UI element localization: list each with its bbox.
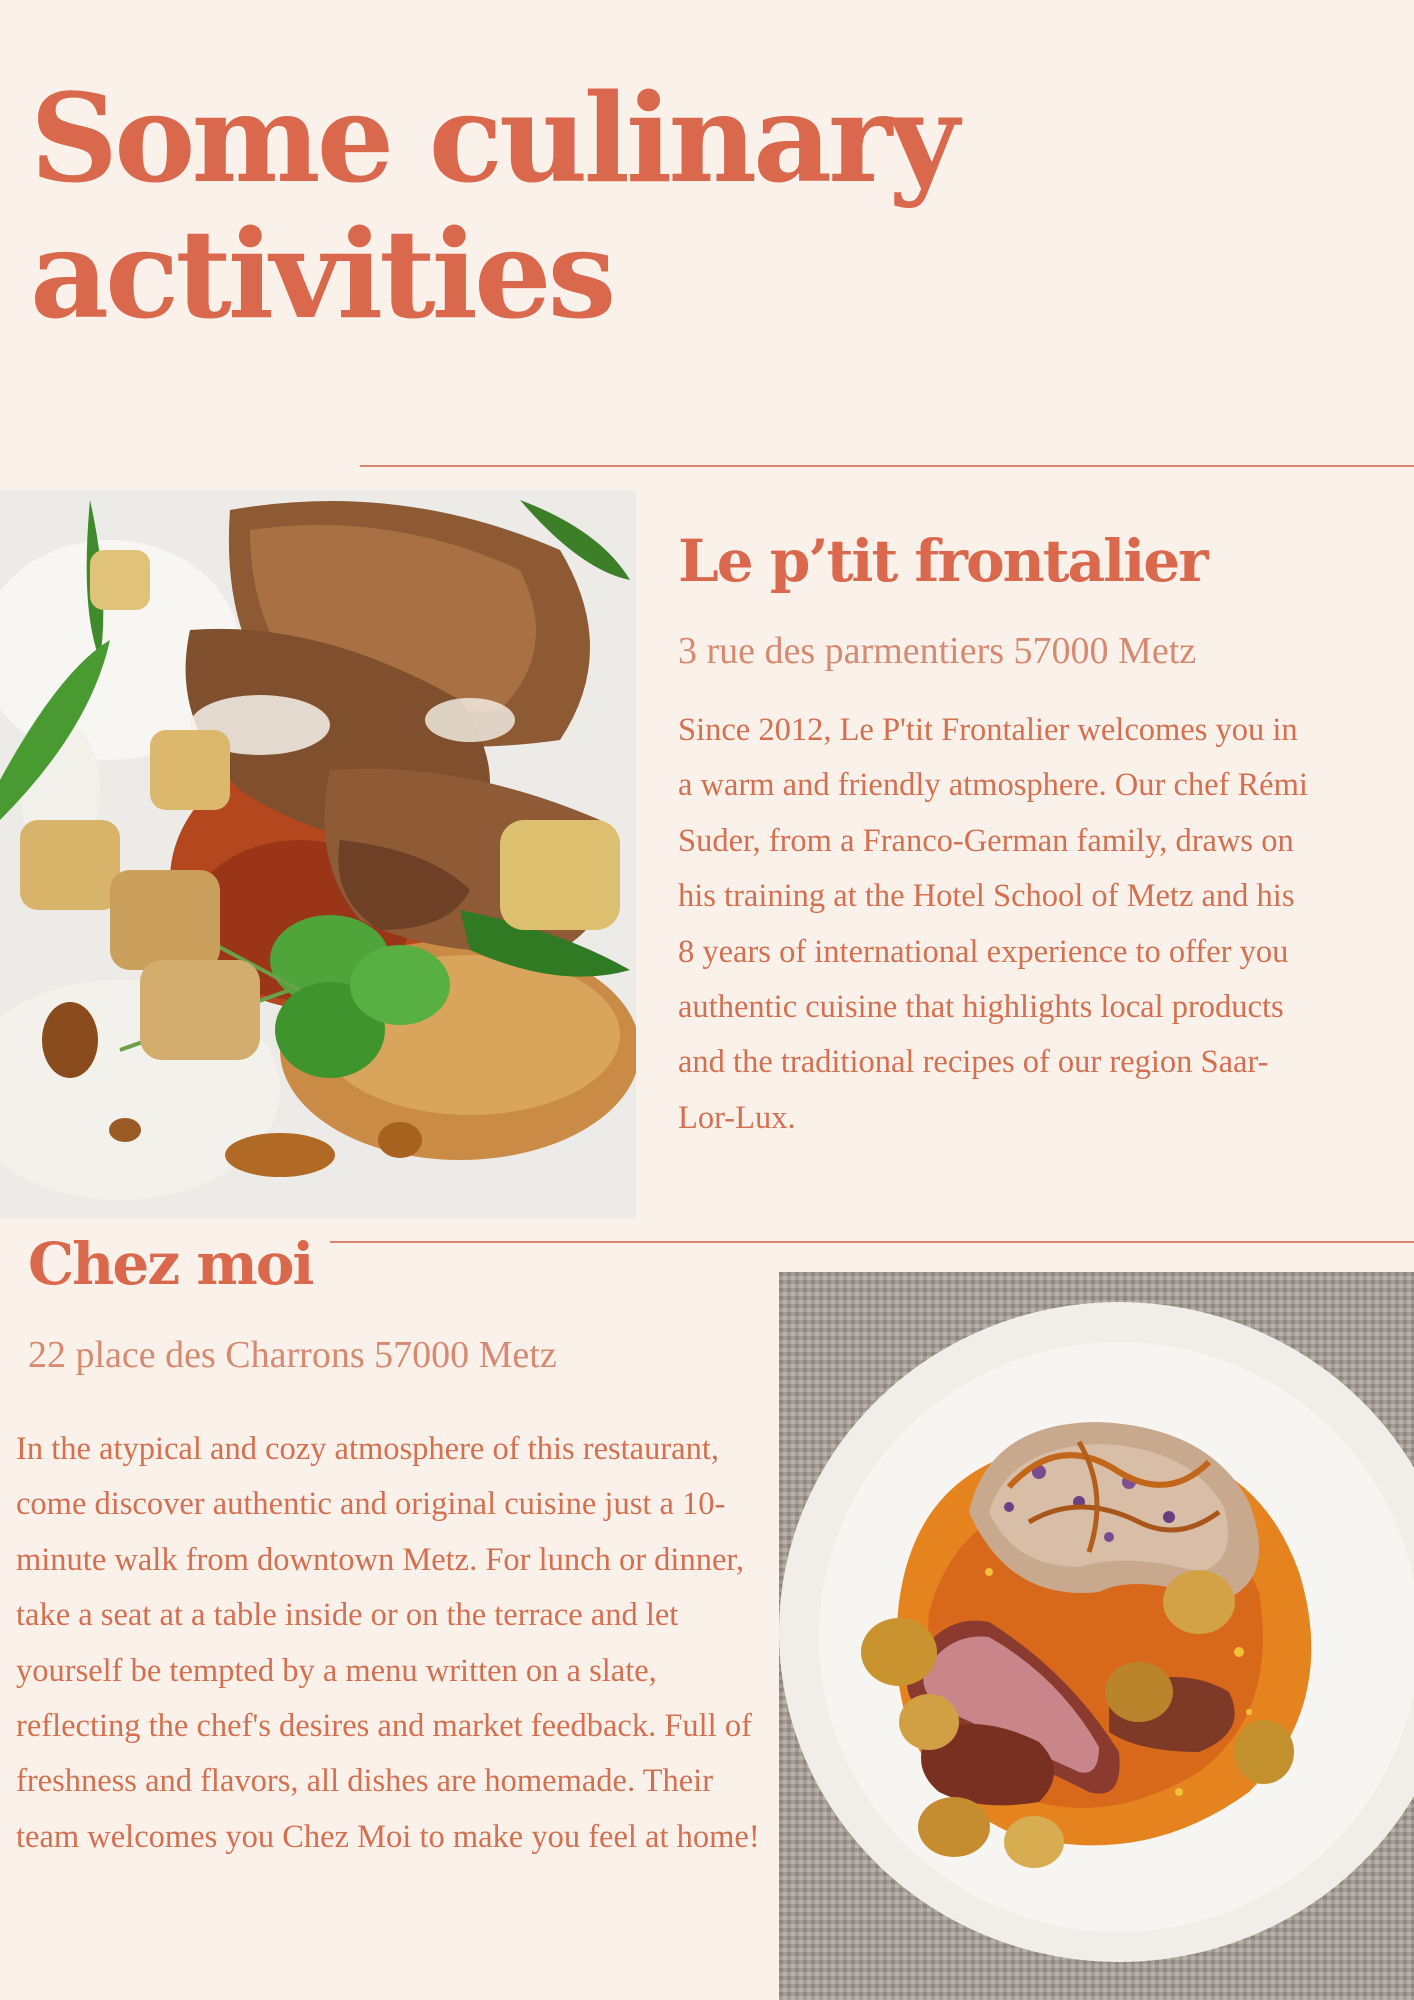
section-divider (360, 465, 1414, 467)
restaurant-description-le-ptit-frontalier: Since 2012, Le P'tit Frontalier welcomes you in a warm and friendly atmosphere. Our chef Rémi Suder, from a Franco-German family, draws on his training at the Hotel School of Metz and his 8 years of international experience to offer you authentic cuisine that highlights local products and the traditional recipes of our region Saar-Lor-Lux. (678, 712, 1308, 1136)
dish-photo-chez-moi (779, 1272, 1414, 2000)
restaurant-address-le-ptit-frontalier: 3 rue des parmentiers 57000 Metz (678, 630, 1197, 672)
section-divider (330, 1241, 1414, 1243)
restaurant-name-chez-moi: Chez moi (28, 1230, 313, 1298)
page-title: Some culinary activities (30, 66, 956, 346)
restaurant-name-le-ptit-frontalier: Le p’tit frontalier (678, 527, 1207, 595)
restaurant-description-chez-moi: In the atypical and cozy atmosphere of this restaurant, come discover authentic and original cuisine just a 10-minute walk from downtown Metz. For lunch or dinner, take a seat at a table inside or on the terrace and let yourself be tempted by a menu written on a slate, reflecting the chef's desires and market feedback. Full of freshness and flavors, all dishes are homemade. Their team welcomes you Chez Moi to make you feel at home! (16, 1431, 760, 1855)
dish-photo-le-ptit-frontalier (0, 490, 636, 1218)
restaurant-address-chez-moi: 22 place des Charrons 57000 Metz (28, 1334, 557, 1376)
